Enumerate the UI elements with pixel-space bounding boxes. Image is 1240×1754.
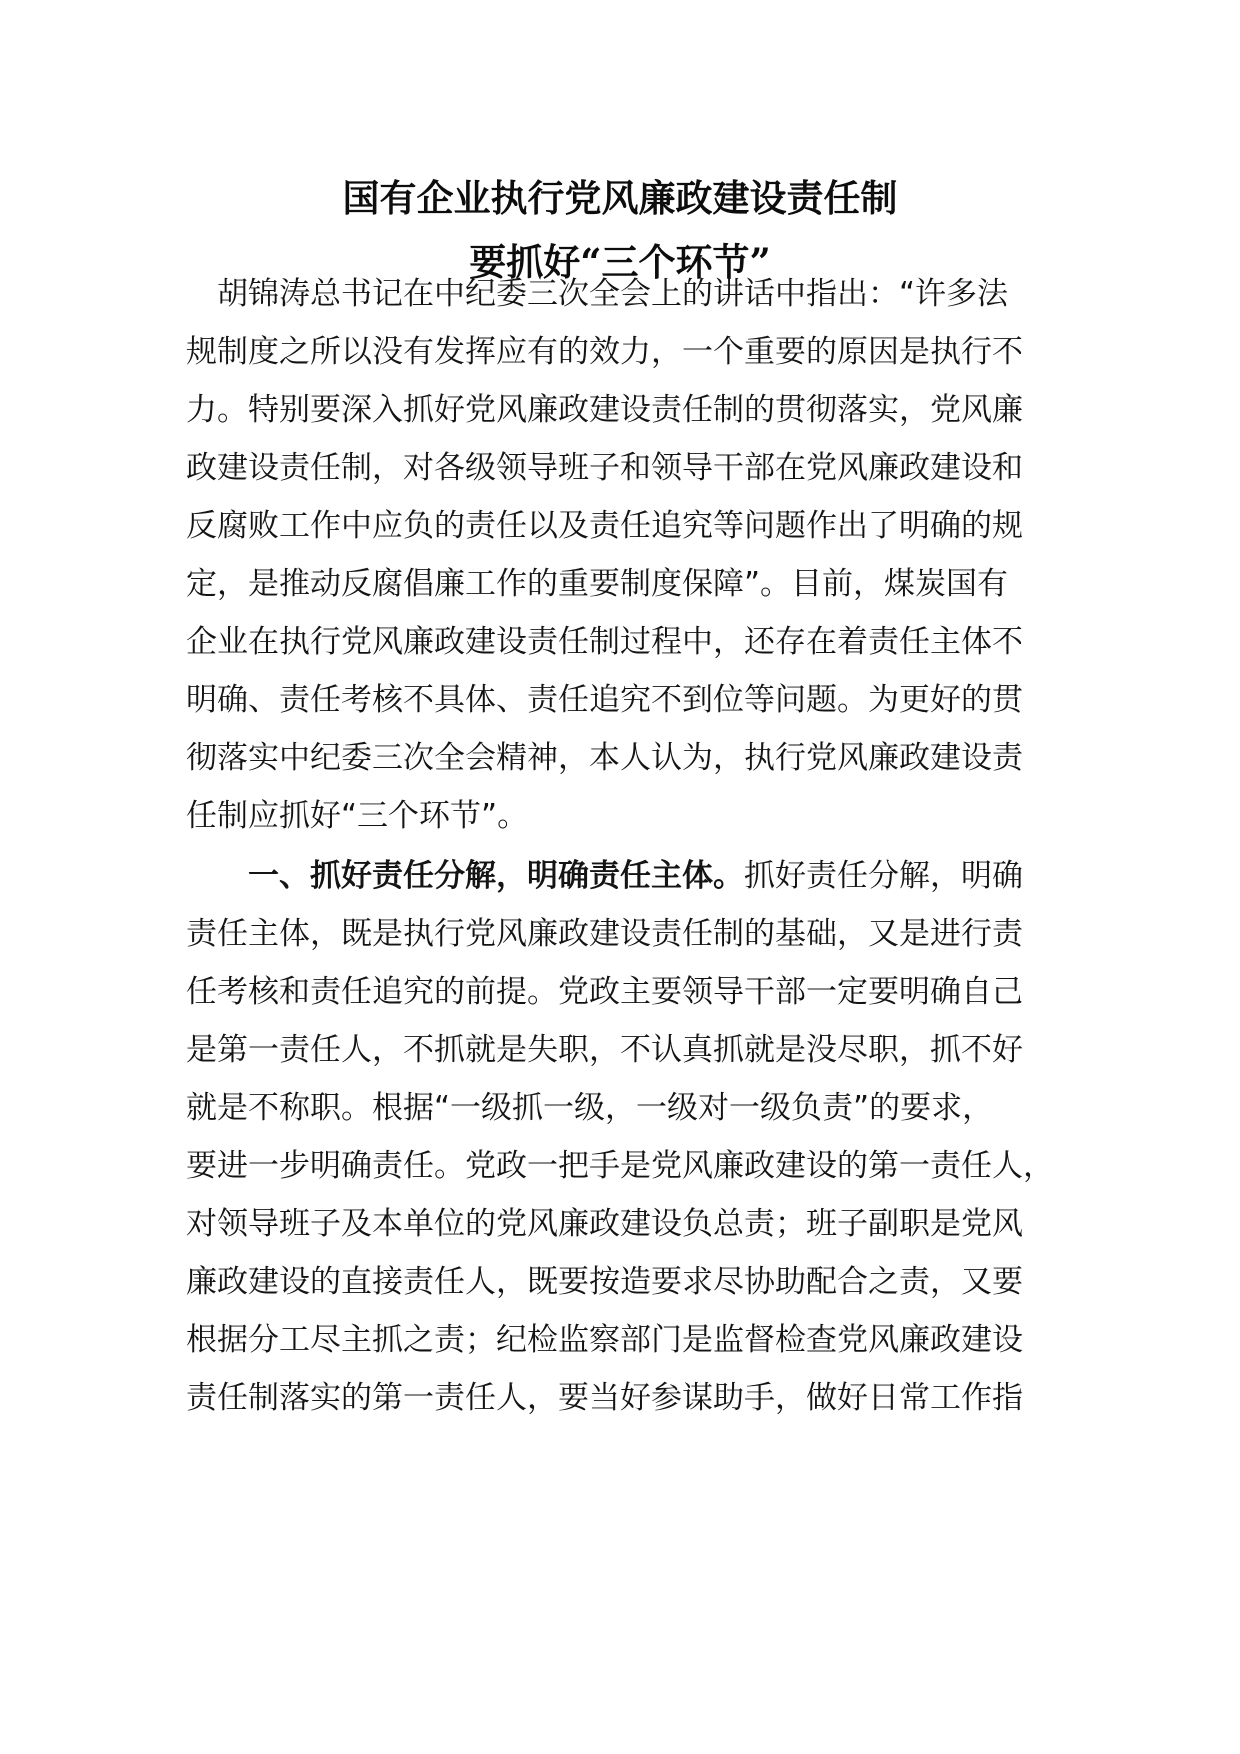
- paragraph-1-line: 企业在执行党风廉政建设责任制过程中，还存在着责任主体不: [186, 624, 1023, 660]
- paragraph-1-line: 彻落实中纪委三次全会精神，本人认为，执行党风廉政建设责: [186, 740, 1023, 776]
- paragraph-1-line: 规制度之所以没有发挥应有的效力，一个重要的原因是执行不: [186, 334, 1023, 370]
- paragraph-1-line: 定，是推动反腐倡廉工作的重要制度保障”。目前，煤炭国有: [186, 566, 1009, 602]
- paragraph-1-line: 任制应抓好“三个环节”。: [186, 798, 529, 834]
- document-title-line-2: 要抓好“三个环节”: [469, 240, 771, 284]
- paragraph-2-line: 任考核和责任追究的前提。党政主要领导干部一定要明确自己: [186, 974, 1023, 1010]
- paragraph-2-line: 就是不称职。根据“一级抓一级，一级对一级负责”的要求，: [186, 1090, 994, 1126]
- paragraph-1-line: 力。特别要深入抓好党风廉政建设责任制的贯彻落实，党风廉: [186, 392, 1023, 428]
- paragraph-1-line: 明确、责任考核不具体、责任追究不到位等问题。为更好的贯: [186, 682, 1023, 718]
- document-title-line-1: 国有企业执行党风廉政建设责任制: [342, 176, 898, 220]
- paragraph-1-line: 反腐败工作中应负的责任以及责任追究等问题作出了明确的规: [186, 508, 1023, 544]
- paragraph-2-first-line-text: 抓好责任分解，明确: [744, 858, 1023, 894]
- paragraph-1-line: 胡锦涛总书记在中纪委三次全会上的讲话中指出：“许多法: [186, 276, 1009, 312]
- paragraph-1-line: 政建设责任制，对各级领导班子和领导干部在党风廉政建设和: [186, 450, 1023, 486]
- paragraph-2-first-line: [186, 856, 1116, 896]
- paragraph-2-line: 对领导班子及本单位的党风廉政建设负总责；班子副职是党风: [186, 1206, 1023, 1242]
- section-heading: 一、抓好责任分解，明确责任主体。: [248, 858, 744, 894]
- paragraph-2-line: 根据分工尽主抓之责；纪检监察部门是监督检查党风廉政建设: [186, 1322, 1023, 1358]
- paragraph-2-line: 是第一责任人，不抓就是失职，不认真抓就是没尽职，抓不好: [186, 1032, 1023, 1068]
- paragraph-2-line: 责任制落实的第一责任人，要当好参谋助手，做好日常工作指: [186, 1380, 1023, 1416]
- paragraph-2-line: 廉政建设的直接责任人，既要按造要求尽协助配合之责，又要: [186, 1264, 1023, 1300]
- paragraph-2-line: 要进一步明确责任。党政一把手是党风廉政建设的第一责任人，: [186, 1148, 1054, 1184]
- paragraph-2-line: 责任主体，既是执行党风廉政建设责任制的基础，又是进行责: [186, 916, 1023, 952]
